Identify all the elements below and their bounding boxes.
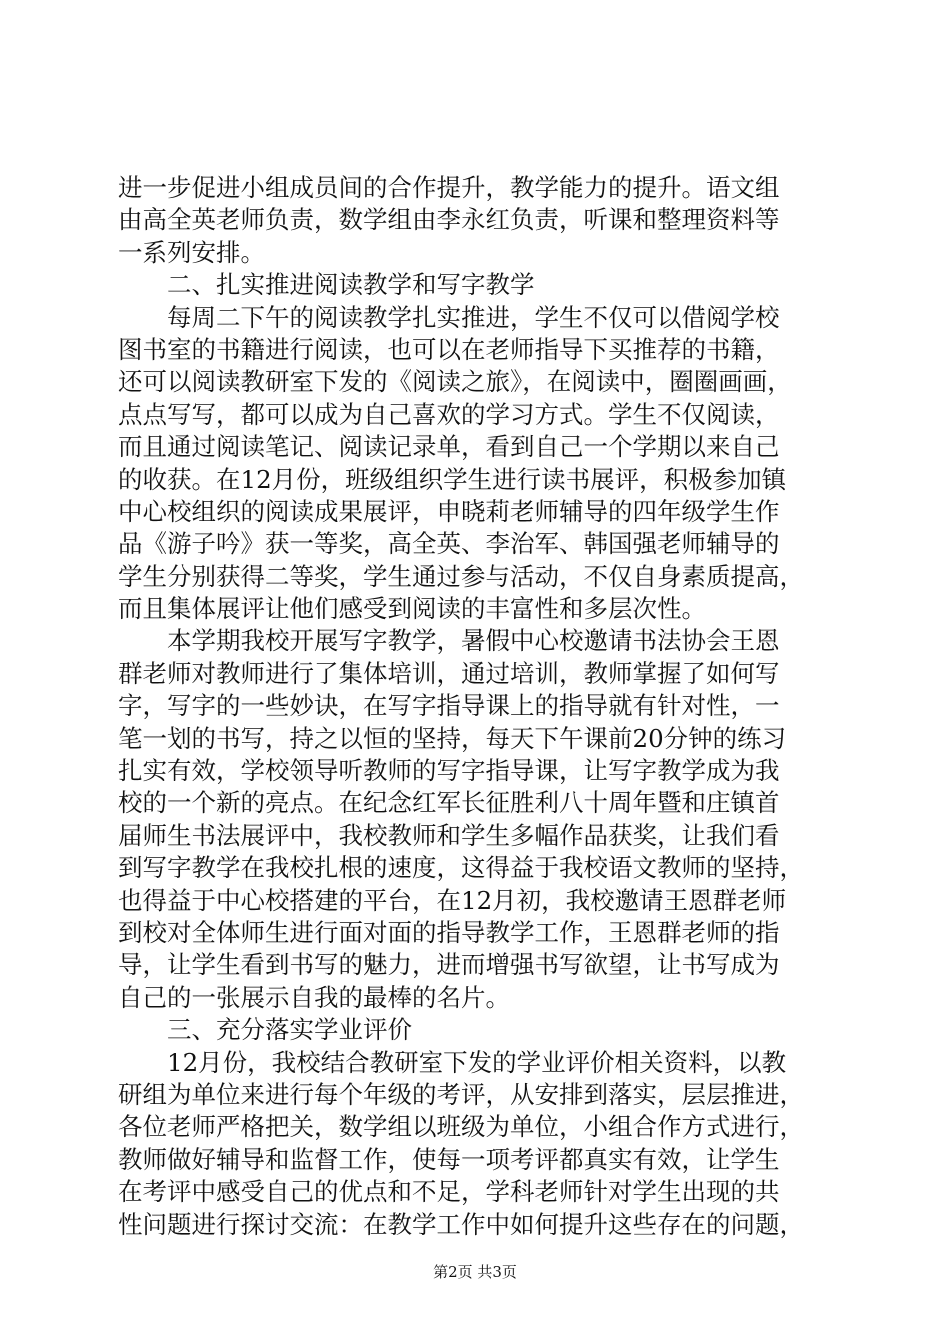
text-line: 研组为单位来进行每个年级的考评，从安排到落实，层层推进， bbox=[118, 1079, 804, 1109]
text-line: 扎实有效，学校领导听教师的写字指导课，让写字教学成为我 bbox=[118, 756, 780, 786]
text-line: 三、充分落实学业评价 bbox=[118, 1015, 412, 1045]
text-line: 到校对全体师生进行面对面的指导教学工作，王恩群老师的指 bbox=[118, 917, 780, 947]
text-line: 自己的一张展示自我的最棒的名片。 bbox=[118, 982, 510, 1012]
text-line: 12月份，我校结合教研室下发的学业评价相关资料，以教 bbox=[118, 1047, 787, 1077]
document-body bbox=[118, 172, 834, 1241]
text-line: 届师生书法展评中，我校教师和学生多幅作品获奖，让我们看 bbox=[118, 820, 780, 850]
text-line: 性问题进行探讨交流：在教学工作中如何提升这些存在的问题， bbox=[118, 1209, 804, 1239]
text-line: 笔一划的书写，持之以恒的坚持，每天下午课前20分钟的练习 bbox=[118, 723, 787, 753]
text-line: 点点写写，都可以成为自己喜欢的学习方式。学生不仅阅读， bbox=[118, 399, 780, 429]
text-line: 品《游子吟》获一等奖，高全英、李治军、韩国强老师辅导的 bbox=[118, 529, 780, 559]
text-line: 中心校组织的阅读成果展评，申晓莉老师辅导的四年级学生作 bbox=[118, 496, 780, 526]
text-line: 一系列安排。 bbox=[118, 237, 265, 267]
text-line: 校的一个新的亮点。在纪念红军长征胜利八十周年暨和庄镇首 bbox=[118, 788, 780, 818]
text-line: 学生分别获得二等奖，学生通过参与活动，不仅自身素质提高， bbox=[118, 561, 804, 591]
text-line: 每周二下午的阅读教学扎实推进，学生不仅可以借阅学校 bbox=[118, 302, 780, 332]
text-line: 图书室的书籍进行阅读，也可以在老师指导下买推荐的书籍， bbox=[118, 334, 780, 364]
text-line: 本学期我校开展写字教学，暑假中心校邀请书法协会王恩 bbox=[118, 626, 780, 656]
text-line: 进一步促进小组成员间的合作提升，教学能力的提升。语文组 bbox=[118, 173, 780, 202]
text-line: 字，写字的一些妙诀，在写字指导课上的指导就有针对性，一 bbox=[118, 691, 780, 721]
text-line: 在考评中感受自己的优点和不足，学科老师针对学生出现的共 bbox=[118, 1177, 780, 1207]
text-line: 由高全英老师负责，数学组由李永红负责，听课和整理资料等 bbox=[118, 205, 780, 235]
text-line: 而且通过阅读笔记、阅读记录单，看到自己一个学期以来自己 bbox=[118, 432, 780, 462]
text-line: 各位老师严格把关，数学组以班级为单位，小组合作方式进行， bbox=[118, 1112, 804, 1142]
text-line: 还可以阅读教研室下发的《阅读之旅》，在阅读中，圈圈画画， bbox=[118, 367, 792, 397]
text-line: 教师做好辅导和监督工作，使每一项考评都真实有效，让学生 bbox=[118, 1144, 780, 1174]
text-line: 群老师对教师进行了集体培训，通过培训，教师掌握了如何写 bbox=[118, 658, 780, 688]
page-footer: 第2页 共3页 bbox=[433, 1263, 517, 1281]
text-line: 导，让学生看到书写的魅力，进而增强书写欲望，让书写成为 bbox=[118, 950, 780, 980]
text-line: 到写字教学在我校扎根的速度，这得益于我校语文教师的坚持， bbox=[118, 853, 804, 883]
text-line: 而且集体展评让他们感受到阅读的丰富性和多层次性。 bbox=[118, 594, 706, 624]
text-line: 的收获。在12月份，班级组织学生进行读书展评，积极参加镇 bbox=[118, 464, 787, 494]
text-line: 二、扎实推进阅读教学和写字教学 bbox=[118, 270, 535, 300]
text-line: 也得益于中心校搭建的平台，在12月初，我校邀请王恩群老师 bbox=[118, 885, 787, 915]
